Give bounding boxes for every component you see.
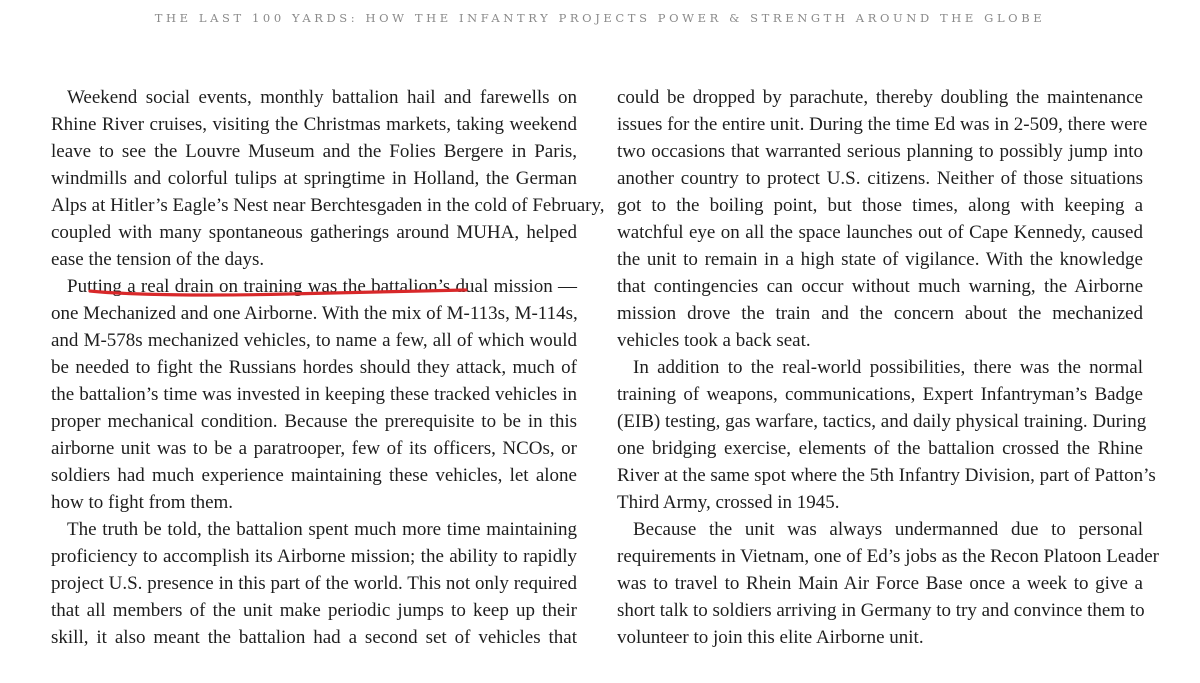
text-line: could be dropped by parachute, thereby doubling the maintenance [617,87,1143,108]
text-line: Weekend social events, monthly battalion hail and farewells on [67,87,577,108]
text-line: (EIB) testing, gas warfare, tactics, and daily physical training. During [617,411,1147,432]
text-line: leave to see the Louvre Museum and the Folies Bergere in Paris, [51,141,577,162]
text-line: ease the tension of the days. [51,249,265,270]
text-line: two occasions that warranted serious planning to possibly jump into [617,141,1143,162]
text-line: mission drove the train and the concern about the mechanized [617,303,1143,324]
text-line: and M-578s mechanized vehicles, to name a few, all of which would [51,330,577,351]
text-line: vehicles took a back seat. [617,330,811,351]
left-column [51,84,605,651]
text-line: airborne unit was to be a paratrooper, few of its officers, NCOs, or [51,438,577,459]
text-line: Third Army, crossed in 1945. [617,492,840,513]
text-line: project U.S. presence in this part of the world. This not only required [51,573,577,594]
text-line: proper mechanical condition. Because the prerequisite to be in this [51,411,577,432]
text-line: windmills and colorful tulips at springtime in Holland, the German [51,168,577,189]
text-line: one Mechanized and one Airborne. With the mix of M-113s, M-114s, [51,303,578,324]
text-line: the unit to remain in a high state of vigilance. With the knowledge [617,249,1143,270]
text-line: how to fight from them. [51,492,234,513]
text-line: volunteer to join this elite Airborne unit. [617,627,924,648]
text-line: that all members of the unit make periodic jumps to keep up their [51,600,577,621]
running-head: THE LAST 100 YARDS: HOW THE INFANTRY PROJECTS POWER & STRENGTH AROUND THE GLOBE [154,11,1046,25]
text-line: be needed to fight the Russians hordes should they attack, much of [51,357,577,378]
right-column [617,84,1159,651]
text-line: The truth be told, the battalion spent much more time maintaining [67,519,577,540]
text-line: that contingencies can occur without much warning, the Airborne [617,276,1143,297]
text-line: training of weapons, communications, Expert Infantryman’s Badge [617,384,1143,405]
text-line: got to the boiling point, but those times, along with keeping a [617,195,1143,216]
text-line: issues for the entire unit. During the time Ed was in 2-509, there were [617,114,1148,135]
text-line: the battalion’s time was invested in keeping these tracked vehicles in [51,384,577,405]
text-line: another country to protect U.S. citizens. Neither of those situations [617,168,1143,189]
text-line: was to travel to Rhein Main Air Force Base once a week to give a [617,573,1143,594]
text-line: Rhine River cruises, visiting the Christmas markets, taking weekend [51,114,577,135]
text-line: proficiency to accomplish its Airborne mission; the ability to rapidly [51,546,577,567]
text-line: River at the same spot where the 5th Infantry Division, part of Patton’s [617,465,1156,486]
text-line: soldiers had much experience maintaining these vehicles, let alone [51,465,577,486]
text-line: Because the unit was always undermanned due to personal [633,519,1143,540]
text-line: watchful eye on all the space launches out of Cape Kennedy, caused [617,222,1143,243]
text-line: requirements in Vietnam, one of Ed’s jobs as the Recon Platoon Leader [617,546,1159,567]
text-line: Putting a real drain on training was the battalion’s dual mission — [67,276,577,297]
text-line: short talk to soldiers arriving in Germany to try and convince them to [617,600,1145,621]
text-line: skill, it also meant the battalion had a second set of vehicles that [51,627,577,648]
text-line: In addition to the real-world possibilities, there was the normal [633,357,1143,378]
text-line: one bridging exercise, elements of the battalion crossed the Rhine [617,438,1143,459]
text-line: Alps at Hitler’s Eagle’s Nest near Berchtesgaden in the cold of February, [51,195,605,216]
text-line: coupled with many spontaneous gatherings around MUHA, helped [51,222,577,243]
